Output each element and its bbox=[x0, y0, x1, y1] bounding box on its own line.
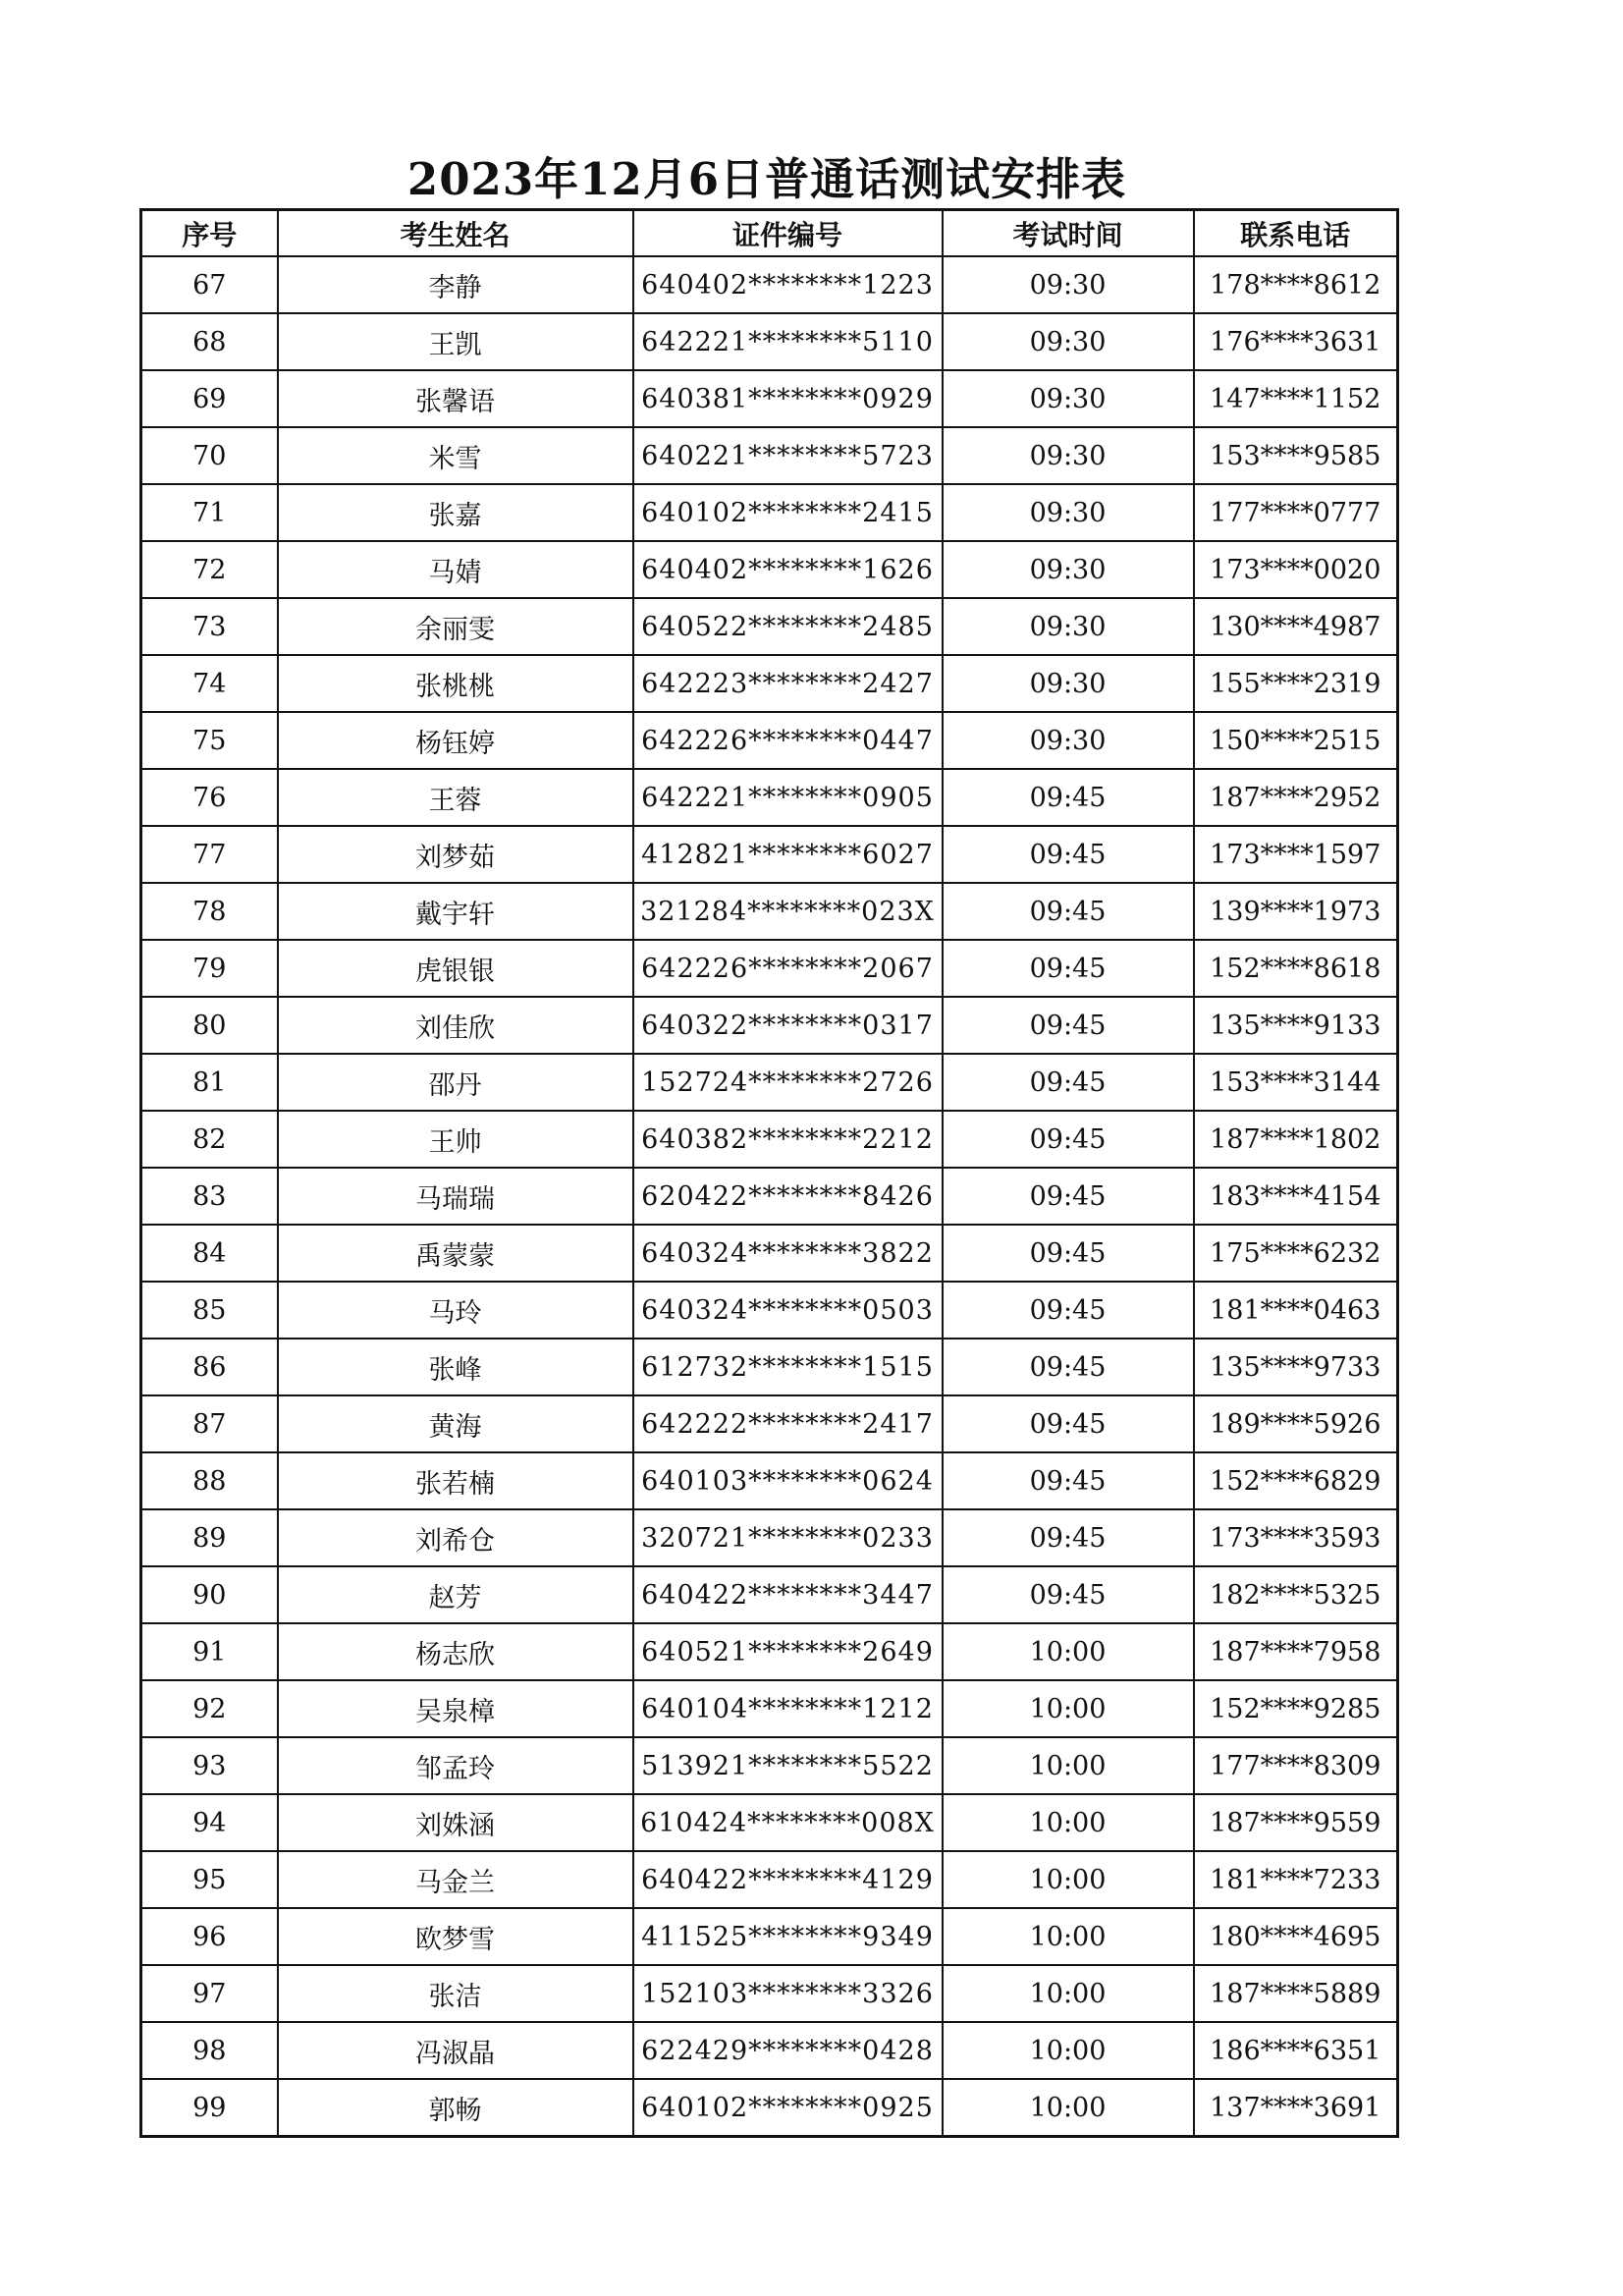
cell-seq: 93 bbox=[141, 1737, 278, 1794]
cell-phone: 189****5926 bbox=[1194, 1395, 1398, 1452]
cell-seq: 88 bbox=[141, 1452, 278, 1509]
cell-exam-time: 09:30 bbox=[943, 313, 1194, 370]
table-row bbox=[141, 997, 1398, 1054]
table-body bbox=[141, 256, 1398, 2137]
cell-name: 王帅 bbox=[278, 1111, 633, 1168]
cell-name: 马婧 bbox=[278, 541, 633, 598]
table-row bbox=[141, 1908, 1398, 1965]
cell-exam-time: 10:00 bbox=[943, 1908, 1194, 1965]
table-row bbox=[141, 313, 1398, 370]
cell-seq: 90 bbox=[141, 1566, 278, 1623]
cell-id-number: 640324********0503 bbox=[633, 1282, 943, 1339]
cell-phone: 187****7958 bbox=[1194, 1623, 1398, 1680]
cell-exam-time: 10:00 bbox=[943, 1737, 1194, 1794]
table-row bbox=[141, 1566, 1398, 1623]
cell-phone: 187****5889 bbox=[1194, 1965, 1398, 2022]
cell-seq: 95 bbox=[141, 1851, 278, 1908]
header-phone: 联系电话 bbox=[1194, 210, 1398, 257]
cell-name: 王凯 bbox=[278, 313, 633, 370]
cell-phone: 180****4695 bbox=[1194, 1908, 1398, 1965]
table-header-row bbox=[141, 210, 1398, 257]
cell-exam-time: 10:00 bbox=[943, 1680, 1194, 1737]
cell-seq: 97 bbox=[141, 1965, 278, 2022]
cell-name: 刘希仓 bbox=[278, 1509, 633, 1566]
cell-exam-time: 09:45 bbox=[943, 1452, 1194, 1509]
cell-exam-time: 09:30 bbox=[943, 712, 1194, 769]
cell-exam-time: 09:30 bbox=[943, 598, 1194, 655]
cell-id-number: 321284********023X bbox=[633, 883, 943, 940]
cell-exam-time: 10:00 bbox=[943, 1623, 1194, 1680]
cell-name: 刘佳欣 bbox=[278, 997, 633, 1054]
cell-name: 马玲 bbox=[278, 1282, 633, 1339]
cell-seq: 98 bbox=[141, 2022, 278, 2079]
table-row bbox=[141, 1225, 1398, 1282]
page-title: 2023年12月6日普通话测试安排表 bbox=[406, 153, 1127, 205]
schedule-table bbox=[139, 208, 1399, 2138]
table-row bbox=[141, 2022, 1398, 2079]
table-row bbox=[141, 940, 1398, 997]
cell-phone: 173****0020 bbox=[1194, 541, 1398, 598]
cell-exam-time: 09:30 bbox=[943, 484, 1194, 541]
table-row bbox=[141, 883, 1398, 940]
cell-phone: 183****4154 bbox=[1194, 1168, 1398, 1225]
table-row bbox=[141, 712, 1398, 769]
cell-exam-time: 10:00 bbox=[943, 1851, 1194, 1908]
cell-id-number: 640104********1212 bbox=[633, 1680, 943, 1737]
cell-id-number: 640402********1223 bbox=[633, 256, 943, 313]
cell-id-number: 640402********1626 bbox=[633, 541, 943, 598]
cell-seq: 83 bbox=[141, 1168, 278, 1225]
cell-seq: 75 bbox=[141, 712, 278, 769]
cell-exam-time: 09:45 bbox=[943, 940, 1194, 997]
cell-id-number: 640103********0624 bbox=[633, 1452, 943, 1509]
cell-id-number: 640324********3822 bbox=[633, 1225, 943, 1282]
cell-id-number: 640521********2649 bbox=[633, 1623, 943, 1680]
cell-id-number: 640322********0317 bbox=[633, 997, 943, 1054]
cell-name: 李静 bbox=[278, 256, 633, 313]
cell-exam-time: 09:30 bbox=[943, 370, 1194, 427]
cell-seq: 73 bbox=[141, 598, 278, 655]
cell-name: 刘梦茹 bbox=[278, 826, 633, 883]
cell-phone: 135****9133 bbox=[1194, 997, 1398, 1054]
cell-id-number: 513921********5522 bbox=[633, 1737, 943, 1794]
cell-exam-time: 09:45 bbox=[943, 1225, 1194, 1282]
cell-phone: 130****4987 bbox=[1194, 598, 1398, 655]
cell-seq: 94 bbox=[141, 1794, 278, 1851]
cell-id-number: 640221********5723 bbox=[633, 427, 943, 484]
cell-name: 张嘉 bbox=[278, 484, 633, 541]
cell-seq: 85 bbox=[141, 1282, 278, 1339]
cell-id-number: 640102********2415 bbox=[633, 484, 943, 541]
header-seq: 序号 bbox=[141, 210, 278, 257]
table-row bbox=[141, 655, 1398, 712]
cell-phone: 152****6829 bbox=[1194, 1452, 1398, 1509]
cell-phone: 150****2515 bbox=[1194, 712, 1398, 769]
cell-exam-time: 09:30 bbox=[943, 541, 1194, 598]
cell-name: 米雪 bbox=[278, 427, 633, 484]
cell-id-number: 640381********0929 bbox=[633, 370, 943, 427]
cell-phone: 152****8618 bbox=[1194, 940, 1398, 997]
cell-seq: 91 bbox=[141, 1623, 278, 1680]
table-row bbox=[141, 1452, 1398, 1509]
cell-exam-time: 09:45 bbox=[943, 1566, 1194, 1623]
cell-name: 赵芳 bbox=[278, 1566, 633, 1623]
cell-id-number: 610424********008X bbox=[633, 1794, 943, 1851]
cell-name: 黄海 bbox=[278, 1395, 633, 1452]
table-row bbox=[141, 541, 1398, 598]
cell-phone: 152****9285 bbox=[1194, 1680, 1398, 1737]
table-row bbox=[141, 1965, 1398, 2022]
table-row bbox=[141, 1851, 1398, 1908]
table-row bbox=[141, 826, 1398, 883]
table-row bbox=[141, 1168, 1398, 1225]
cell-seq: 81 bbox=[141, 1054, 278, 1111]
cell-id-number: 620422********8426 bbox=[633, 1168, 943, 1225]
cell-name: 冯淑晶 bbox=[278, 2022, 633, 2079]
cell-seq: 87 bbox=[141, 1395, 278, 1452]
cell-id-number: 642221********0905 bbox=[633, 769, 943, 826]
cell-phone: 186****6351 bbox=[1194, 2022, 1398, 2079]
table-row bbox=[141, 427, 1398, 484]
cell-seq: 80 bbox=[141, 997, 278, 1054]
cell-exam-time: 10:00 bbox=[943, 1965, 1194, 2022]
cell-exam-time: 10:00 bbox=[943, 2022, 1194, 2079]
cell-id-number: 152724********2726 bbox=[633, 1054, 943, 1111]
header-name: 考生姓名 bbox=[278, 210, 633, 257]
cell-id-number: 642226********2067 bbox=[633, 940, 943, 997]
cell-id-number: 412821********6027 bbox=[633, 826, 943, 883]
table-row bbox=[141, 1509, 1398, 1566]
cell-seq: 69 bbox=[141, 370, 278, 427]
table-row bbox=[141, 1680, 1398, 1737]
cell-id-number: 152103********3326 bbox=[633, 1965, 943, 2022]
table-row bbox=[141, 1794, 1398, 1851]
cell-exam-time: 09:45 bbox=[943, 997, 1194, 1054]
cell-phone: 187****9559 bbox=[1194, 1794, 1398, 1851]
table-row bbox=[141, 370, 1398, 427]
cell-seq: 77 bbox=[141, 826, 278, 883]
cell-phone: 173****3593 bbox=[1194, 1509, 1398, 1566]
cell-seq: 99 bbox=[141, 2079, 278, 2137]
cell-seq: 79 bbox=[141, 940, 278, 997]
cell-phone: 137****3691 bbox=[1194, 2079, 1398, 2137]
cell-id-number: 640102********0925 bbox=[633, 2079, 943, 2137]
cell-phone: 177****8309 bbox=[1194, 1737, 1398, 1794]
cell-phone: 181****7233 bbox=[1194, 1851, 1398, 1908]
cell-phone: 173****1597 bbox=[1194, 826, 1398, 883]
cell-phone: 155****2319 bbox=[1194, 655, 1398, 712]
cell-exam-time: 10:00 bbox=[943, 1794, 1194, 1851]
table-row bbox=[141, 1623, 1398, 1680]
cell-seq: 68 bbox=[141, 313, 278, 370]
cell-name: 杨志欣 bbox=[278, 1623, 633, 1680]
table-row bbox=[141, 1395, 1398, 1452]
cell-name: 吴泉樟 bbox=[278, 1680, 633, 1737]
cell-name: 戴宇轩 bbox=[278, 883, 633, 940]
cell-exam-time: 09:45 bbox=[943, 1111, 1194, 1168]
header-exam-time: 考试时间 bbox=[943, 210, 1194, 257]
cell-exam-time: 09:45 bbox=[943, 1282, 1194, 1339]
cell-name: 虎银银 bbox=[278, 940, 633, 997]
cell-phone: 177****0777 bbox=[1194, 484, 1398, 541]
cell-phone: 176****3631 bbox=[1194, 313, 1398, 370]
cell-exam-time: 09:30 bbox=[943, 427, 1194, 484]
cell-phone: 182****5325 bbox=[1194, 1566, 1398, 1623]
cell-exam-time: 09:45 bbox=[943, 1054, 1194, 1111]
cell-seq: 72 bbox=[141, 541, 278, 598]
table-row bbox=[141, 769, 1398, 826]
cell-phone: 153****9585 bbox=[1194, 427, 1398, 484]
cell-seq: 71 bbox=[141, 484, 278, 541]
cell-exam-time: 10:00 bbox=[943, 2079, 1194, 2137]
cell-seq: 92 bbox=[141, 1680, 278, 1737]
cell-exam-time: 09:45 bbox=[943, 1395, 1194, 1452]
cell-id-number: 640382********2212 bbox=[633, 1111, 943, 1168]
cell-name: 张桃桃 bbox=[278, 655, 633, 712]
cell-name: 张洁 bbox=[278, 1965, 633, 2022]
cell-id-number: 642226********0447 bbox=[633, 712, 943, 769]
cell-id-number: 640422********3447 bbox=[633, 1566, 943, 1623]
cell-phone: 187****2952 bbox=[1194, 769, 1398, 826]
cell-name: 马瑞瑞 bbox=[278, 1168, 633, 1225]
cell-name: 邹孟玲 bbox=[278, 1737, 633, 1794]
cell-name: 欧梦雪 bbox=[278, 1908, 633, 1965]
cell-exam-time: 09:45 bbox=[943, 1509, 1194, 1566]
cell-name: 禹蒙蒙 bbox=[278, 1225, 633, 1282]
table-row bbox=[141, 1054, 1398, 1111]
cell-exam-time: 09:30 bbox=[943, 655, 1194, 712]
cell-name: 张峰 bbox=[278, 1339, 633, 1395]
table-row bbox=[141, 1111, 1398, 1168]
cell-phone: 181****0463 bbox=[1194, 1282, 1398, 1339]
cell-phone: 147****1152 bbox=[1194, 370, 1398, 427]
cell-id-number: 640522********2485 bbox=[633, 598, 943, 655]
cell-exam-time: 09:45 bbox=[943, 1339, 1194, 1395]
cell-seq: 76 bbox=[141, 769, 278, 826]
cell-exam-time: 09:45 bbox=[943, 826, 1194, 883]
cell-name: 杨钰婷 bbox=[278, 712, 633, 769]
cell-exam-time: 09:45 bbox=[943, 883, 1194, 940]
cell-id-number: 640422********4129 bbox=[633, 1851, 943, 1908]
cell-name: 张若楠 bbox=[278, 1452, 633, 1509]
cell-name: 王蓉 bbox=[278, 769, 633, 826]
table-row bbox=[141, 2079, 1398, 2137]
table-row bbox=[141, 256, 1398, 313]
cell-id-number: 642222********2417 bbox=[633, 1395, 943, 1452]
cell-phone: 178****8612 bbox=[1194, 256, 1398, 313]
cell-seq: 89 bbox=[141, 1509, 278, 1566]
cell-id-number: 642223********2427 bbox=[633, 655, 943, 712]
table-row bbox=[141, 598, 1398, 655]
cell-id-number: 612732********1515 bbox=[633, 1339, 943, 1395]
cell-seq: 96 bbox=[141, 1908, 278, 1965]
cell-exam-time: 09:45 bbox=[943, 769, 1194, 826]
cell-phone: 153****3144 bbox=[1194, 1054, 1398, 1111]
cell-seq: 70 bbox=[141, 427, 278, 484]
header-id-number: 证件编号 bbox=[633, 210, 943, 257]
cell-id-number: 642221********5110 bbox=[633, 313, 943, 370]
cell-seq: 78 bbox=[141, 883, 278, 940]
cell-exam-time: 09:30 bbox=[943, 256, 1194, 313]
cell-name: 余丽雯 bbox=[278, 598, 633, 655]
cell-seq: 82 bbox=[141, 1111, 278, 1168]
cell-phone: 187****1802 bbox=[1194, 1111, 1398, 1168]
table-row bbox=[141, 484, 1398, 541]
table-row bbox=[141, 1737, 1398, 1794]
cell-id-number: 411525********9349 bbox=[633, 1908, 943, 1965]
table-row bbox=[141, 1282, 1398, 1339]
cell-phone: 135****9733 bbox=[1194, 1339, 1398, 1395]
cell-name: 马金兰 bbox=[278, 1851, 633, 1908]
cell-id-number: 320721********0233 bbox=[633, 1509, 943, 1566]
cell-seq: 74 bbox=[141, 655, 278, 712]
cell-seq: 86 bbox=[141, 1339, 278, 1395]
cell-phone: 175****6232 bbox=[1194, 1225, 1398, 1282]
cell-name: 邵丹 bbox=[278, 1054, 633, 1111]
cell-name: 张馨语 bbox=[278, 370, 633, 427]
cell-phone: 139****1973 bbox=[1194, 883, 1398, 940]
cell-name: 郭畅 bbox=[278, 2079, 633, 2137]
cell-seq: 67 bbox=[141, 256, 278, 313]
table-row bbox=[141, 1339, 1398, 1395]
cell-id-number: 622429********0428 bbox=[633, 2022, 943, 2079]
cell-exam-time: 09:45 bbox=[943, 1168, 1194, 1225]
cell-seq: 84 bbox=[141, 1225, 278, 1282]
cell-name: 刘姝涵 bbox=[278, 1794, 633, 1851]
